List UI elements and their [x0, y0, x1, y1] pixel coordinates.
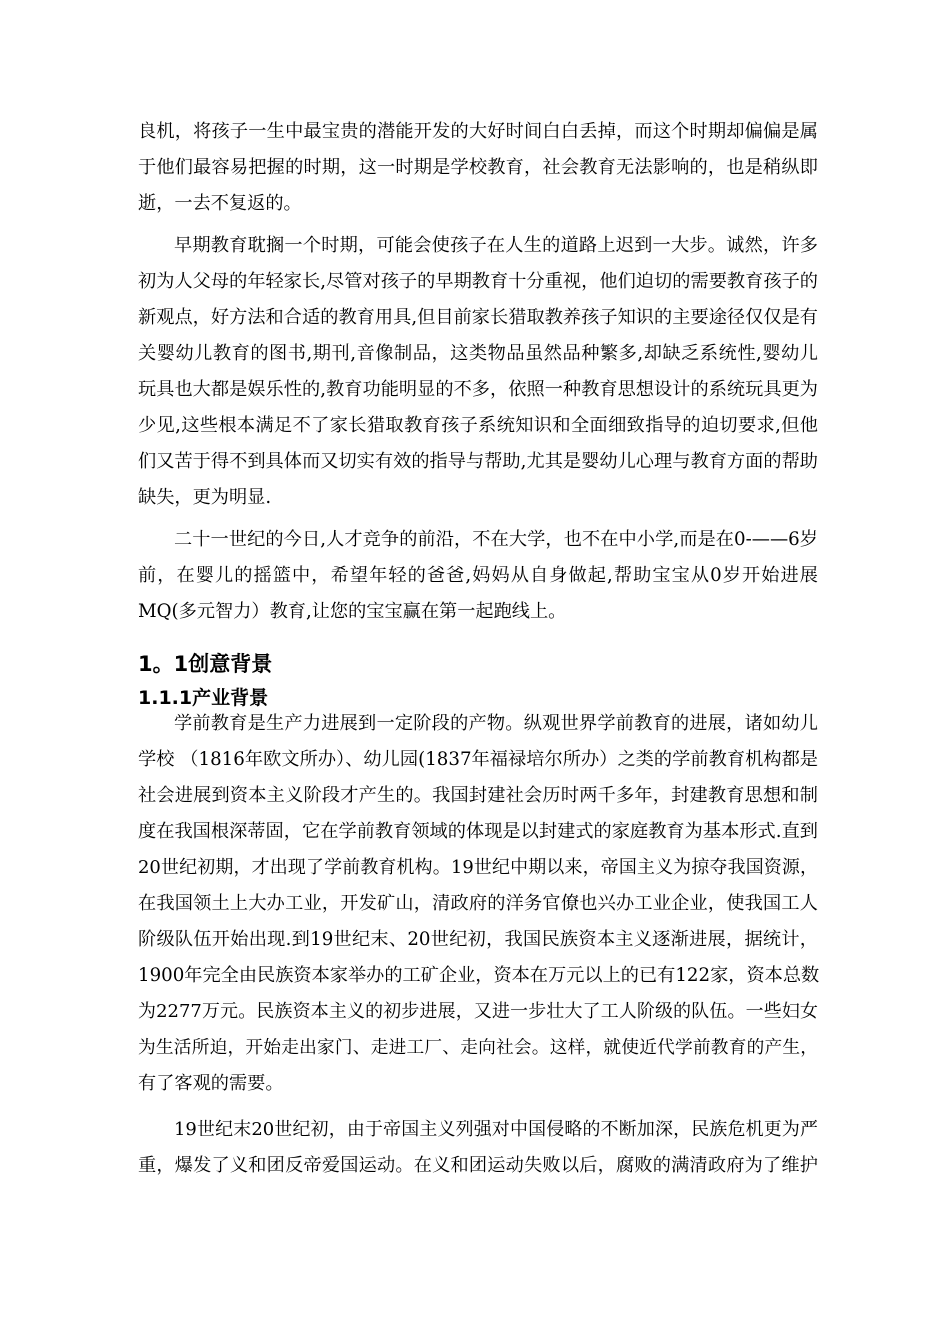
paragraph-line: 关婴幼儿教育的图书,期刊,音像制品，这类物品虽然品种繁多,却缺乏系统性,婴幼儿 [138, 343, 818, 364]
subsection-heading: 1.1.1产业背景 [138, 687, 269, 709]
paragraph-line: 早期教育耽搁一个时期，可能会使孩子在人生的道路上迟到一大步。诚然，许多 [174, 235, 818, 256]
paragraph-line: 缺失，更为明显. [138, 487, 272, 508]
paragraph-line: 阶级队伍开始出现.到19世纪末、20世纪初，我国民族资本主义逐渐进展，据统计， [138, 929, 818, 950]
paragraph-line: 少见,这些根本满足不了家长猎取教育孩子系统知识和全面细致指导的迫切要求,但他 [138, 415, 818, 436]
paragraph-4 [138, 706, 818, 1102]
paragraph-line: 为2277万元。民族资本主义的初步进展，又进一步壮大了工人阶级的队伍。一些妇女 [138, 1001, 818, 1022]
paragraph-line: 20世纪初期，才出现了学前教育机构。19世纪中期以来，帝国主义为掠夺我国资源， [138, 857, 818, 878]
paragraph-line: 玩具也大都是娱乐性的,教育功能明显的不多，依照一种教育思想设计的系统玩具更为 [138, 379, 818, 400]
paragraph-line: 学校 （1816年欧文所办）、幼儿园(1837年福禄培尔所办）之类的学前教育机构都是 [138, 749, 818, 770]
paragraph-1 [138, 114, 818, 222]
paragraph-line: MQ(多元智力）教育,让您的宝宝赢在第一起跑线上。 [138, 601, 567, 622]
paragraph-line: 前，在婴儿的摇篮中，希望年轻的爸爸,妈妈从自身做起,帮助宝宝从0岁开始进展 [138, 565, 818, 586]
paragraph-3 [138, 522, 818, 630]
paragraph-line: 有了客观的需要。 [138, 1073, 284, 1094]
paragraph-line: 19世纪末20世纪初，由于帝国主义列强对中国侵略的不断加深，民族危机更为严 [174, 1119, 818, 1140]
paragraph-line: 1900年完全由民族资本家举办的工矿企业，资本在万元以上的已有122家，资本总数 [138, 965, 820, 986]
paragraph-line: 良机，将孩子一生中最宝贵的潜能开发的大好时间白白丢掉，而这个时期却偏偏是属 [138, 121, 818, 142]
paragraph-line: 学前教育是生产力进展到一定阶段的产物。纵观世界学前教育的进展，诸如幼儿 [174, 713, 818, 734]
paragraph-2 [138, 228, 818, 516]
paragraph-line: 社会进展到资本主义阶段才产生的。我国封建社会历时两千多年，封建教育思想和制 [138, 785, 818, 806]
paragraph-line: 重，爆发了义和团反帝爱国运动。在义和团运动失败以后，腐败的满清政府为了维护 [138, 1155, 818, 1176]
paragraph-line: 二十一世纪的今日,人才竞争的前沿，不在大学，也不在中小学,而是在0-——6岁 [174, 529, 818, 550]
paragraph-line: 逝，一去不复返的。 [138, 193, 302, 214]
paragraph-line: 初为人父母的年轻家长,尽管对孩子的早期教育十分重视，他们迫切的需要教育孩子的 [138, 271, 818, 292]
paragraph-line: 们又苦于得不到具体而又切实有效的指导与帮助,尤其是婴幼儿心理与教育方面的帮助 [138, 451, 818, 472]
paragraph-line: 为生活所迫，开始走出家门、走进工厂、走向社会。这样，就使近代学前教育的产生， [138, 1038, 818, 1058]
paragraph-line: 在我国领土上大办工业，开发矿山，清政府的洋务官僚也兴办工业企业，使我国工人 [138, 893, 818, 914]
paragraph-line: 新观点，好方法和合适的教育用具,但目前家长猎取教养孩子知识的主要途径仅仅是有 [138, 307, 818, 328]
paragraph-5 [138, 1112, 818, 1184]
paragraph-line: 度在我国根深蒂固，它在学前教育领域的体现是以封建式的家庭教育为基本形式.直到 [138, 821, 818, 842]
section-heading: 1。1创意背景 [138, 652, 273, 676]
paragraph-line: 于他们最容易把握的时期，这一时期是学校教育，社会教育无法影响的，也是稍纵即 [138, 157, 818, 178]
